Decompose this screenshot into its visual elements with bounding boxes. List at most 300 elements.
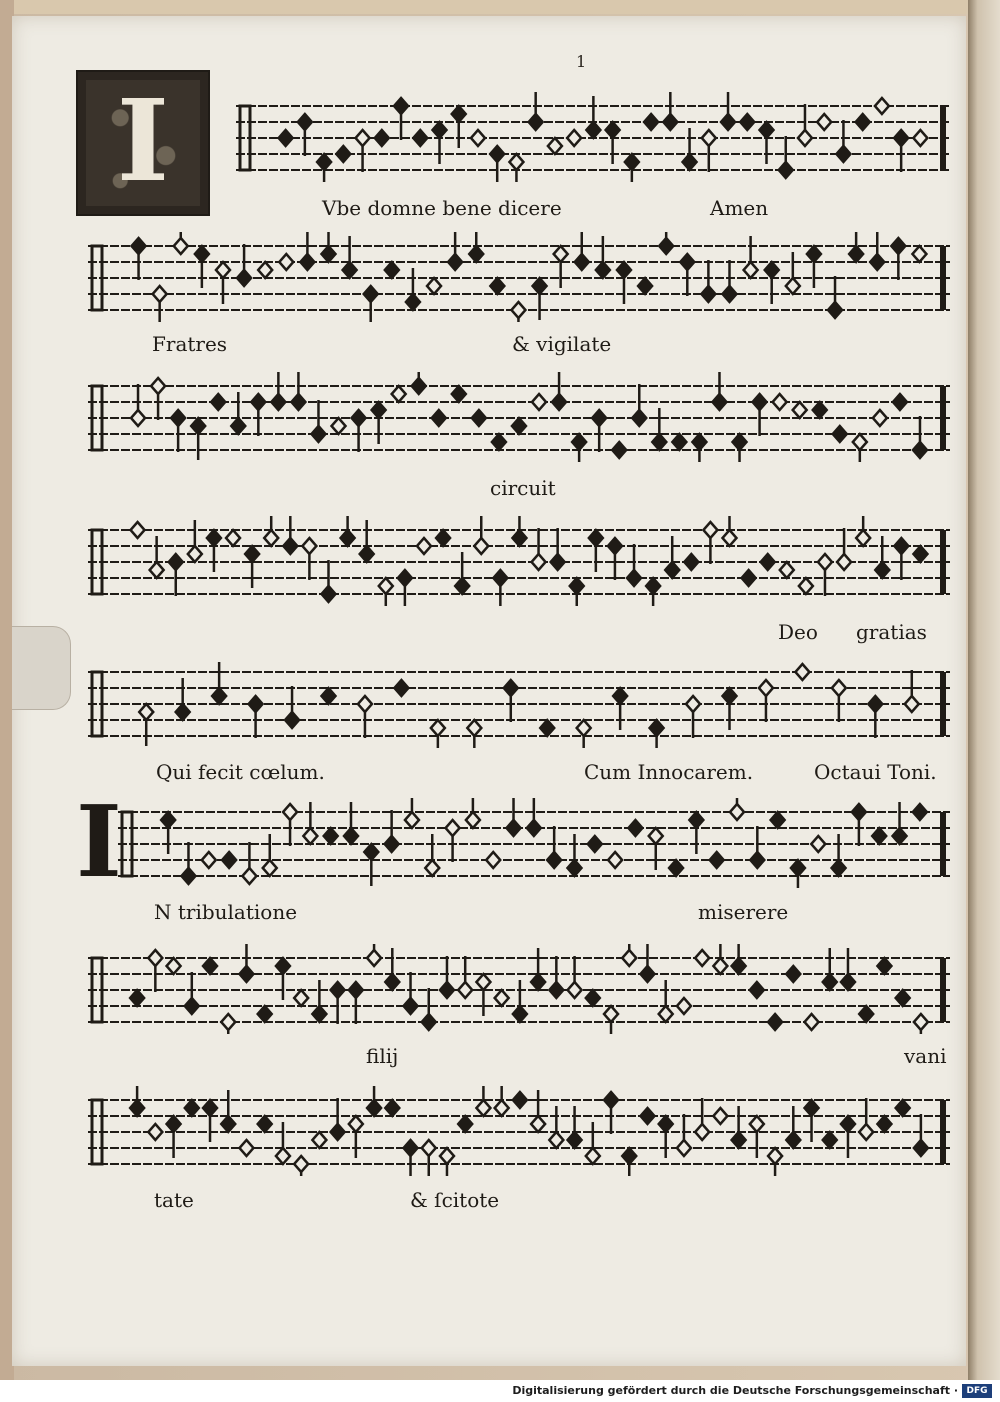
note (768, 1148, 782, 1176)
lyric: Amen (710, 196, 769, 220)
note (723, 688, 737, 730)
note (495, 990, 509, 1006)
note (188, 520, 202, 562)
note (608, 852, 622, 868)
footer-bar (0, 1380, 1000, 1402)
note (659, 1116, 673, 1158)
note (742, 570, 756, 586)
note (245, 546, 259, 588)
note (303, 802, 317, 844)
note (870, 232, 884, 270)
note (174, 232, 188, 254)
lyric: Cum Innocarem. (584, 760, 754, 784)
note (139, 704, 153, 746)
note (375, 130, 389, 146)
note (343, 236, 357, 278)
note (527, 798, 541, 836)
note (817, 114, 831, 130)
note (692, 434, 706, 462)
note (703, 522, 717, 564)
note (786, 1106, 800, 1148)
note (695, 1098, 709, 1140)
end-bar (940, 246, 946, 310)
note (431, 720, 445, 748)
note (258, 262, 272, 278)
note (828, 276, 842, 318)
note (471, 130, 485, 146)
note (406, 268, 420, 310)
note (458, 956, 472, 998)
note (896, 990, 910, 1006)
note (242, 842, 256, 884)
note (665, 536, 679, 578)
note (331, 982, 345, 1024)
note (592, 410, 606, 452)
note (258, 1006, 272, 1022)
end-bar (940, 530, 946, 594)
note (352, 410, 366, 452)
note (532, 528, 546, 570)
note (490, 278, 504, 294)
note (291, 372, 305, 410)
note (394, 680, 408, 696)
note (877, 958, 891, 974)
note (627, 544, 641, 586)
note (364, 844, 378, 886)
note (433, 122, 447, 164)
note (467, 720, 481, 748)
note (913, 546, 927, 562)
note (549, 1106, 563, 1148)
note (161, 812, 175, 854)
note (913, 804, 927, 820)
note (202, 852, 216, 868)
note (207, 530, 221, 572)
note (570, 578, 584, 606)
lyric: & vigilate (512, 332, 612, 356)
note (640, 1108, 654, 1124)
note (279, 130, 293, 146)
note (859, 1006, 873, 1022)
note (452, 386, 466, 402)
note (492, 434, 506, 450)
note (868, 696, 882, 738)
note (385, 948, 399, 990)
note (740, 114, 754, 130)
note (877, 1116, 891, 1132)
note (153, 286, 167, 322)
staff-8 (88, 1086, 950, 1176)
note (586, 990, 600, 1006)
note (663, 92, 677, 130)
note (412, 372, 426, 394)
end-bar (940, 1100, 946, 1164)
note (458, 1116, 472, 1132)
note (176, 678, 190, 720)
note (436, 530, 450, 546)
note (761, 554, 775, 570)
note (875, 536, 889, 578)
note (249, 696, 263, 738)
note (893, 394, 907, 410)
note (836, 120, 850, 162)
note (894, 130, 908, 172)
lyric: miserere (698, 900, 789, 924)
note (768, 1014, 782, 1030)
note (823, 948, 837, 990)
note (686, 696, 700, 738)
note (322, 688, 336, 704)
note (786, 252, 800, 294)
note (226, 530, 240, 546)
note (873, 410, 887, 426)
note (652, 408, 666, 450)
clef (92, 530, 102, 594)
note (723, 260, 737, 302)
note (212, 662, 226, 704)
note (872, 828, 886, 844)
note (807, 246, 821, 288)
note (283, 804, 297, 846)
note (440, 1148, 454, 1176)
clef (92, 246, 102, 310)
note (684, 554, 698, 570)
note (914, 1114, 928, 1156)
note (608, 538, 622, 580)
note (753, 394, 767, 436)
note (689, 812, 703, 854)
note (356, 130, 370, 172)
note (283, 516, 297, 554)
note (811, 836, 825, 852)
note (905, 670, 919, 712)
staff-1 (236, 92, 950, 182)
note (659, 232, 673, 254)
note (512, 418, 526, 434)
lyric: filij (366, 1044, 399, 1068)
note (311, 400, 325, 442)
note (398, 570, 412, 606)
note (195, 246, 209, 288)
note (360, 520, 374, 562)
note (532, 394, 546, 410)
clef (92, 958, 102, 1022)
note (567, 834, 581, 876)
note (529, 92, 543, 130)
note (211, 394, 225, 410)
page-number: 1 (576, 52, 587, 71)
note (659, 980, 673, 1022)
note (231, 392, 245, 434)
note (452, 106, 466, 148)
note (167, 958, 181, 974)
note (349, 982, 363, 1024)
note (513, 1092, 527, 1108)
note (701, 260, 715, 302)
note (349, 1116, 363, 1158)
note (786, 966, 800, 982)
staff-7 (88, 944, 950, 1034)
note (239, 1140, 253, 1156)
lyric: & ſcitote (410, 1188, 500, 1212)
note (455, 552, 469, 594)
note (841, 948, 855, 990)
note (913, 130, 927, 146)
note (832, 680, 846, 722)
note (385, 810, 399, 852)
note (271, 372, 285, 410)
note (793, 402, 807, 418)
note (493, 570, 507, 606)
note (394, 98, 408, 140)
note (730, 798, 744, 820)
note (151, 378, 165, 420)
note (568, 1106, 582, 1148)
note (852, 804, 866, 846)
note (791, 860, 805, 888)
note (490, 146, 504, 182)
note (324, 828, 338, 844)
note (832, 834, 846, 876)
note (589, 530, 603, 572)
note (733, 434, 747, 462)
note (181, 842, 195, 884)
note (358, 696, 372, 738)
note (331, 1098, 345, 1140)
dfg-logo: DFG (962, 1384, 992, 1398)
note (596, 236, 610, 278)
note (805, 1100, 819, 1142)
note (379, 578, 393, 606)
note (531, 1090, 545, 1132)
note (131, 522, 145, 538)
lyric: tate (154, 1188, 194, 1212)
staff-4 (88, 516, 950, 606)
note (404, 972, 418, 1014)
note (263, 834, 277, 876)
note (185, 972, 199, 1014)
note (422, 1140, 436, 1176)
note (604, 1092, 618, 1134)
note (513, 980, 527, 1022)
note (894, 538, 908, 580)
note (744, 236, 758, 278)
note (712, 372, 726, 410)
note (251, 394, 265, 436)
note (239, 944, 253, 982)
note (294, 990, 308, 1006)
decorated-initial (76, 70, 210, 216)
note (572, 434, 586, 462)
note (422, 988, 436, 1030)
note (779, 136, 793, 178)
note (672, 434, 686, 450)
note (509, 154, 523, 182)
note (604, 1006, 618, 1034)
note (392, 386, 406, 402)
note (548, 138, 562, 154)
note (795, 664, 809, 680)
note (710, 852, 724, 868)
note (540, 720, 554, 736)
note (695, 950, 709, 966)
note (771, 812, 785, 828)
note (649, 828, 663, 870)
clef (92, 672, 102, 736)
note (586, 96, 600, 138)
lyric: Vbe domne bene dicere (322, 196, 562, 220)
note (150, 536, 164, 578)
note (760, 122, 774, 164)
lyric: Fratres (152, 332, 228, 356)
note (486, 852, 500, 868)
note (294, 1156, 308, 1176)
note (859, 1098, 873, 1140)
note (625, 154, 639, 182)
note (203, 1100, 217, 1142)
note (669, 860, 683, 876)
note (130, 990, 144, 1006)
lyric: circuit (490, 476, 556, 500)
note (750, 826, 764, 868)
note (780, 562, 794, 578)
note (683, 128, 697, 170)
note (613, 688, 627, 730)
note (617, 262, 631, 304)
note (432, 410, 446, 426)
note (132, 238, 146, 280)
clef (92, 1100, 102, 1164)
note (612, 442, 626, 458)
staff-5 (88, 658, 950, 748)
note (276, 1122, 290, 1164)
note (385, 1100, 399, 1116)
note (632, 384, 646, 426)
top-book-edge (0, 0, 1000, 14)
note (549, 956, 563, 998)
note (191, 418, 205, 460)
note (547, 826, 561, 868)
note (568, 956, 582, 998)
clef (92, 386, 102, 450)
end-bar (940, 386, 946, 450)
note (427, 278, 441, 294)
note (896, 1100, 910, 1116)
note (332, 418, 346, 434)
note (606, 122, 620, 164)
note (588, 836, 602, 852)
note (799, 578, 813, 594)
note (891, 238, 905, 280)
initial-letter: I (116, 76, 170, 207)
note (413, 130, 427, 146)
note (440, 956, 454, 998)
note (472, 410, 486, 426)
note (552, 372, 566, 410)
note (507, 798, 521, 836)
end-bar (940, 958, 946, 1022)
note (344, 802, 358, 844)
note (732, 1106, 746, 1148)
note (322, 560, 336, 602)
note (818, 554, 832, 596)
note (837, 528, 851, 570)
note (677, 1114, 691, 1156)
note (171, 410, 185, 452)
note (853, 434, 867, 462)
note (856, 114, 870, 130)
note (622, 944, 636, 966)
note (677, 998, 691, 1014)
note (805, 1014, 819, 1030)
note (404, 1140, 418, 1176)
note (504, 680, 518, 722)
end-bar (940, 812, 946, 876)
note (312, 1132, 326, 1148)
lyric: vani (904, 1044, 947, 1068)
note (167, 1116, 181, 1158)
note (638, 278, 652, 294)
note (622, 1148, 636, 1176)
note (317, 154, 331, 182)
note (476, 974, 490, 1016)
note (298, 114, 312, 156)
bookmark-tab[interactable] (12, 626, 71, 710)
note (575, 232, 589, 270)
note (221, 1090, 235, 1132)
second-initial: I (76, 785, 122, 900)
note (417, 538, 431, 554)
note (833, 426, 847, 442)
note (646, 578, 660, 606)
note (312, 980, 326, 1022)
note (336, 146, 350, 162)
note (148, 1124, 162, 1140)
funding-credit: Digitalisierung gefördert durch die Deutsche Forschungsgemeinschaft · (512, 1384, 958, 1397)
note (131, 384, 145, 426)
note (425, 834, 439, 876)
note (551, 528, 565, 570)
note (300, 232, 314, 270)
note (279, 254, 293, 270)
right-page-edge (968, 0, 1000, 1380)
note (750, 982, 764, 998)
note (385, 262, 399, 278)
note (750, 1116, 764, 1158)
note (276, 958, 290, 1000)
end-bar (940, 106, 946, 170)
staff-3 (88, 372, 950, 462)
note (511, 302, 525, 322)
note (628, 820, 642, 836)
note (554, 246, 568, 288)
note (367, 944, 381, 966)
note (474, 516, 488, 554)
lyric: Qui fecit cœlum. (156, 760, 325, 784)
note (650, 720, 664, 748)
note (203, 958, 217, 974)
note (813, 402, 827, 418)
note (913, 416, 927, 458)
lyric: Octaui Toni. (814, 760, 937, 784)
note (185, 1100, 199, 1116)
note (237, 244, 251, 286)
note (372, 402, 386, 444)
note (446, 820, 460, 862)
note (586, 1122, 600, 1164)
staff-6 (118, 798, 950, 888)
note (644, 114, 658, 130)
